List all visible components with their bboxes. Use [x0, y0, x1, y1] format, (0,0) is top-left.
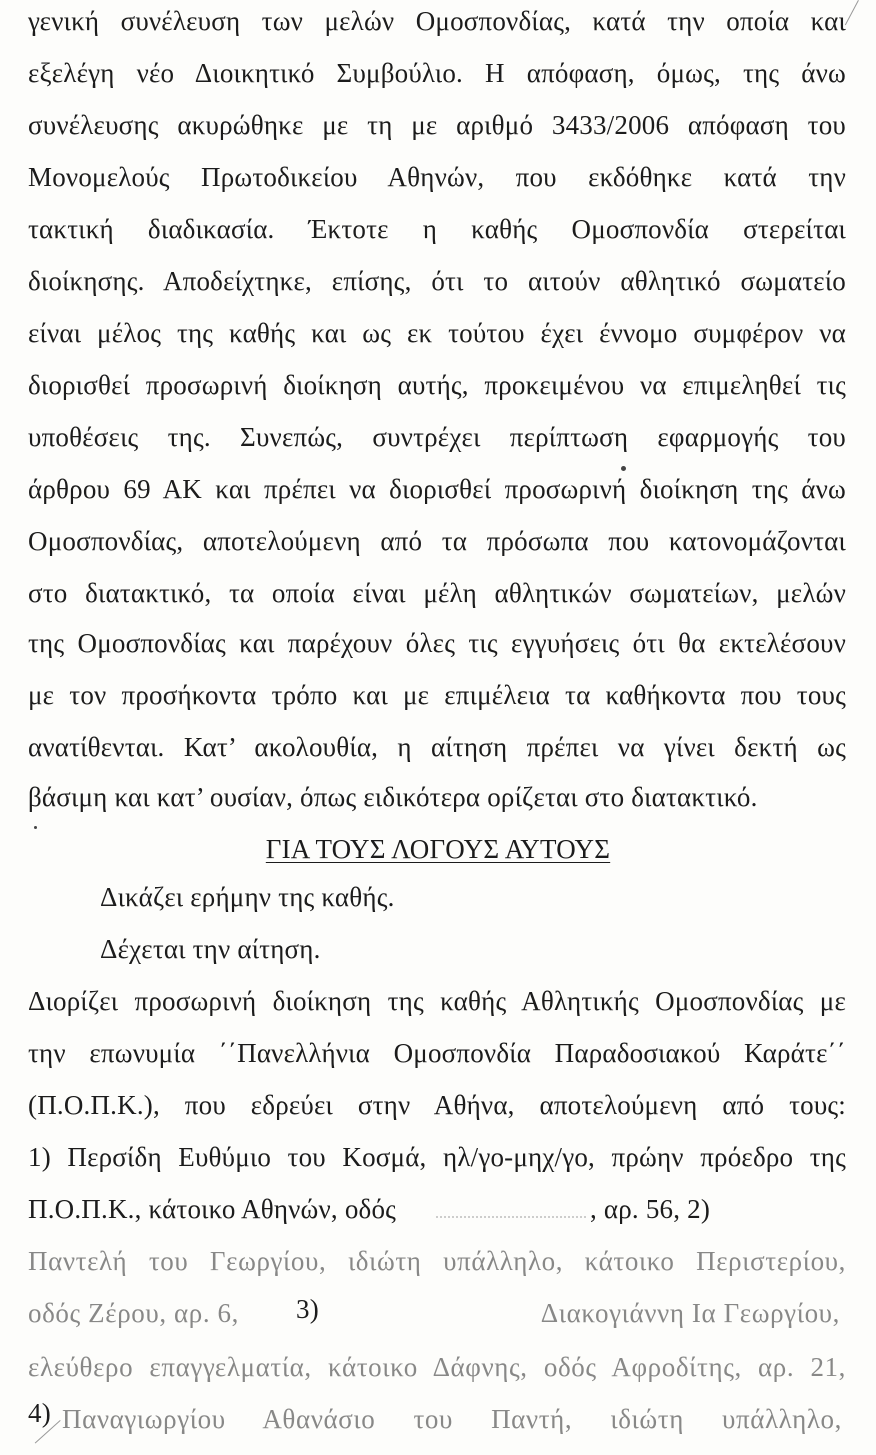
faded-line-4-number: 4) [28, 1398, 51, 1428]
body-line-15: ανατίθενται. Κατ’ ακολουθία, η αίτηση πρέπει να γίνει δεκτή ως [28, 732, 846, 762]
body-line-8: διορισθεί προσωρινή διοίκηση αυτής, προκειμένου να επιμεληθεί τις [28, 370, 846, 400]
body-line-16: βάσιμη και κατ’ ουσίαν, όπως ειδικότερα ορίζεται στο διατακτικό. [28, 782, 758, 812]
section-heading [0, 832, 876, 866]
faded-line-4-rest: Παναγιωργίου Αθανάσιο του Παντή, ιδιώτη υπάλληλο, [62, 1404, 842, 1434]
ruling-default-judgment: Δικάζει ερήμην της καθής. [100, 882, 395, 912]
body-line-12: στο διατακτικό, τα οποία είναι μέλη αθλητικών σωματείων, μελών [28, 578, 846, 608]
body-line-6: διοίκησης. Αποδείχτηκε, επίσης, ότι το αιτούν αθλητικό σωματείο [28, 266, 846, 296]
body-line-10: άρθρου 69 ΑΚ και πρέπει να διορισθεί προσωρινή διοίκηση της άνω [28, 474, 846, 504]
order-line-5-start: Π.Ο.Π.Κ., κάτοικο Αθηνών, οδός [28, 1194, 397, 1224]
faded-line-2-start: οδός Ζέρου, αρ. 6, [28, 1298, 240, 1328]
scan-scratch [845, 0, 859, 25]
faded-line-3: ελεύθερο επαγγελματία, κάτοικο Δάφνης, οδός Αφροδίτης, αρ. 21, [28, 1352, 846, 1382]
redacted-street-name [436, 1192, 586, 1226]
faded-line-2-end: Διακογιάννη Ια Γεωργίου, [540, 1298, 840, 1328]
order-line-3: (Π.Ο.Π.Κ.), που εδρεύει στην Αθήνα, αποτελούμενη από τους: [28, 1090, 846, 1120]
body-line-2: εξελέγη νέο Διοικητικό Συμβούλιο. Η απόφαση, όμως, της άνω [28, 58, 846, 88]
faded-line-2-number: 3) [296, 1294, 319, 1324]
body-line-5: τακτική διαδικασία. Έκτοτε η καθής Ομοσπονδία στερείται [28, 214, 846, 244]
body-line-3: συνέλευσης ακυρώθηκε με τη με αριθμό 3433/2006 απόφαση του [28, 110, 846, 140]
body-line-7: είναι μέλος της καθής και ως εκ τούτου έχει έννομο συμφέρον να [28, 318, 846, 348]
body-line-13: της Ομοσπονδίας και παρέχουν όλες τις εγγυήσεις ότι θα εκτελέσουν [28, 628, 846, 658]
order-line-4: 1) Περσίδη Ευθύμιο του Κοσμά, ηλ/γο-μηχ/γο, πρώην πρόεδρο της [28, 1142, 846, 1172]
body-line-11: Ομοσπονδίας, αποτελούμενη από τα πρόσωπα που κατονομάζονται [28, 526, 846, 556]
faded-line-1: Παντελή του Γεωργίου, ιδιώτη υπάλληλο, κάτοικο Περιστερίου, [28, 1246, 846, 1276]
scan-speck [34, 826, 37, 829]
order-line-5-end: , αρ. 56, 2) [590, 1194, 711, 1224]
body-line-1: γενική συνέλευση των μελών Ομοσπονδίας, κατά την οποία και [28, 6, 846, 36]
section-heading-text: ΓΙΑ ΤΟΥΣ ΛΟΓΟΥΣ ΑΥΤΟΥΣ [265, 834, 611, 864]
order-line-2: την επωνυμία ΄΄Πανελλήνια Ομοσπονδία Παραδοσιακού Καράτε΄΄ [28, 1038, 846, 1068]
ruling-accept-application: Δέχεται την αίτηση. [100, 934, 321, 964]
body-line-4: Μονομελούς Πρωτοδικείου Αθηνών, που εκδόθηκε κατά την [28, 162, 846, 192]
body-line-14: με τον προσήκοντα τρόπο και με επιμέλεια τα καθήκοντα που τους [28, 680, 846, 710]
body-line-9: υποθέσεις της. Συνεπώς, συντρέχει περίπτωση εφαρμογής του [28, 422, 846, 452]
scan-speck [621, 466, 626, 471]
order-line-1: Διορίζει προσωρινή διοίκηση της καθής Αθλητικής Ομοσπονδίας με [28, 986, 846, 1016]
